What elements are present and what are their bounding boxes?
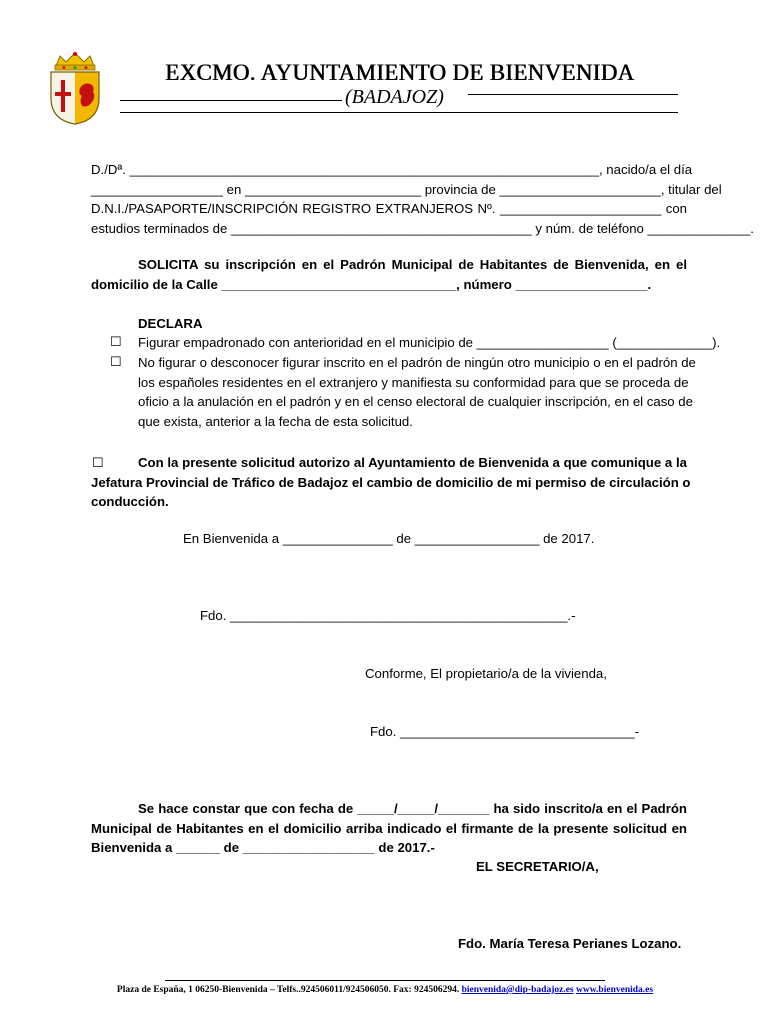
declara-item-2-line-1: No figurar o desconocer figurar inscrito en el padrón de ningún otro municipio o en el padrón de (138, 355, 696, 370)
constancia-line-2: Municipal de Habitantes en el domicilio arriba indicado el firmante de la presente solicitud en (91, 820, 687, 836)
declara-item-2-line-3: oficio a la anulación en el padrón y en el censo electoral de cualquier inscripción, en el caso de (138, 394, 693, 409)
firma-solicitante[interactable]: Fdo. ______________________________________________.- (200, 608, 576, 623)
personal-data (91, 160, 754, 238)
declara-checkbox-1[interactable]: ☐ (110, 334, 122, 349)
declara-heading: DECLARA (138, 316, 203, 331)
constancia-line-1: Se hace constar que con fecha de _____/_____/_______ ha sido inscrito/a en el Padrón (138, 801, 687, 816)
solicita-block (91, 255, 687, 294)
header-rule (120, 112, 678, 113)
title-rule-right (468, 94, 678, 95)
footer-address: Plaza de España, 1 06250-Bienvenida – Telfs..924506011/924506050. Fax: 924506294. (116, 985, 460, 995)
autoriza-line-2: Jefatura Provincial de Tráfico de Badajoz el cambio de domicilio de mi permiso de circulación o (91, 474, 691, 490)
personal-line-3[interactable]: D.N.I./PASAPORTE/INSCRIPCIÓN REGISTRO EXTRANJEROS Nº. ______________________ con (91, 201, 687, 216)
footer-email-link[interactable]: bienvenida@dip-badajoz.es (461, 985, 574, 995)
title-rule-left (120, 100, 342, 101)
personal-line-4[interactable]: estudios terminados de _________________________________________ y núm. de teléfono ______________. (91, 220, 754, 236)
firma-secretario: Fdo. María Teresa Perianes Lozano. (458, 936, 682, 951)
secretario-label: EL SECRETARIO/A, (476, 859, 599, 874)
page-title: EXCMO. AYUNTAMIENTO DE BIENVENIDA (165, 60, 635, 85)
declara-checkbox-2[interactable]: ☐ (110, 354, 122, 369)
footer-web-link[interactable]: www.bienvenida.es (576, 985, 654, 995)
footer-rule (165, 980, 605, 981)
autoriza-line-3: conducción. (91, 494, 169, 509)
firma-propietario[interactable]: Fdo. ________________________________- (370, 724, 640, 739)
constancia-line-3: Bienvenida a ______ de __________________ de 2017.- (91, 840, 435, 855)
autoriza-line-1: Con la presente solicitud autorizo al Ayuntamiento de Bienvenida a que comunique a la (138, 455, 687, 470)
declara-item-1[interactable]: Figurar empadronado con anterioridad en el municipio de __________________ (_____________). (138, 335, 721, 350)
declara-item-2 (138, 353, 696, 431)
footer (0, 985, 770, 995)
declara-item-2-line-4: que exista, anterior a la fecha de esta solicitud. (138, 413, 413, 429)
personal-line-2[interactable]: __________________ en ________________________ provincia de ______________________, titular del (91, 181, 722, 197)
autoriza-checkbox[interactable]: ☐ (92, 455, 104, 470)
solicita-line-2[interactable]: domicilio de la Calle ________________________________, número __________________. (91, 276, 652, 292)
declara-item-2-line-2: los españoles residentes en el extranjero y manifiesta su conformidad para que se proceda de (138, 374, 689, 390)
fecha-line[interactable]: En Bienvenida a _______________ de _________________ de 2017. (183, 531, 595, 546)
constancia-block (91, 799, 687, 858)
personal-line-1[interactable]: D./Dª. ________________________________________________________________, nacido/a el día (91, 162, 693, 177)
conforme-label: Conforme, El propietario/a de la vivienda, (365, 666, 607, 681)
coat-of-arms-icon (46, 50, 104, 126)
page-subtitle: (BADAJOZ) (345, 86, 444, 108)
autoriza-block (91, 453, 691, 512)
solicita-line-1[interactable]: SOLICITA su inscripción en el Padrón Municipal de Habitantes de Bienvenida, en el (138, 257, 687, 272)
